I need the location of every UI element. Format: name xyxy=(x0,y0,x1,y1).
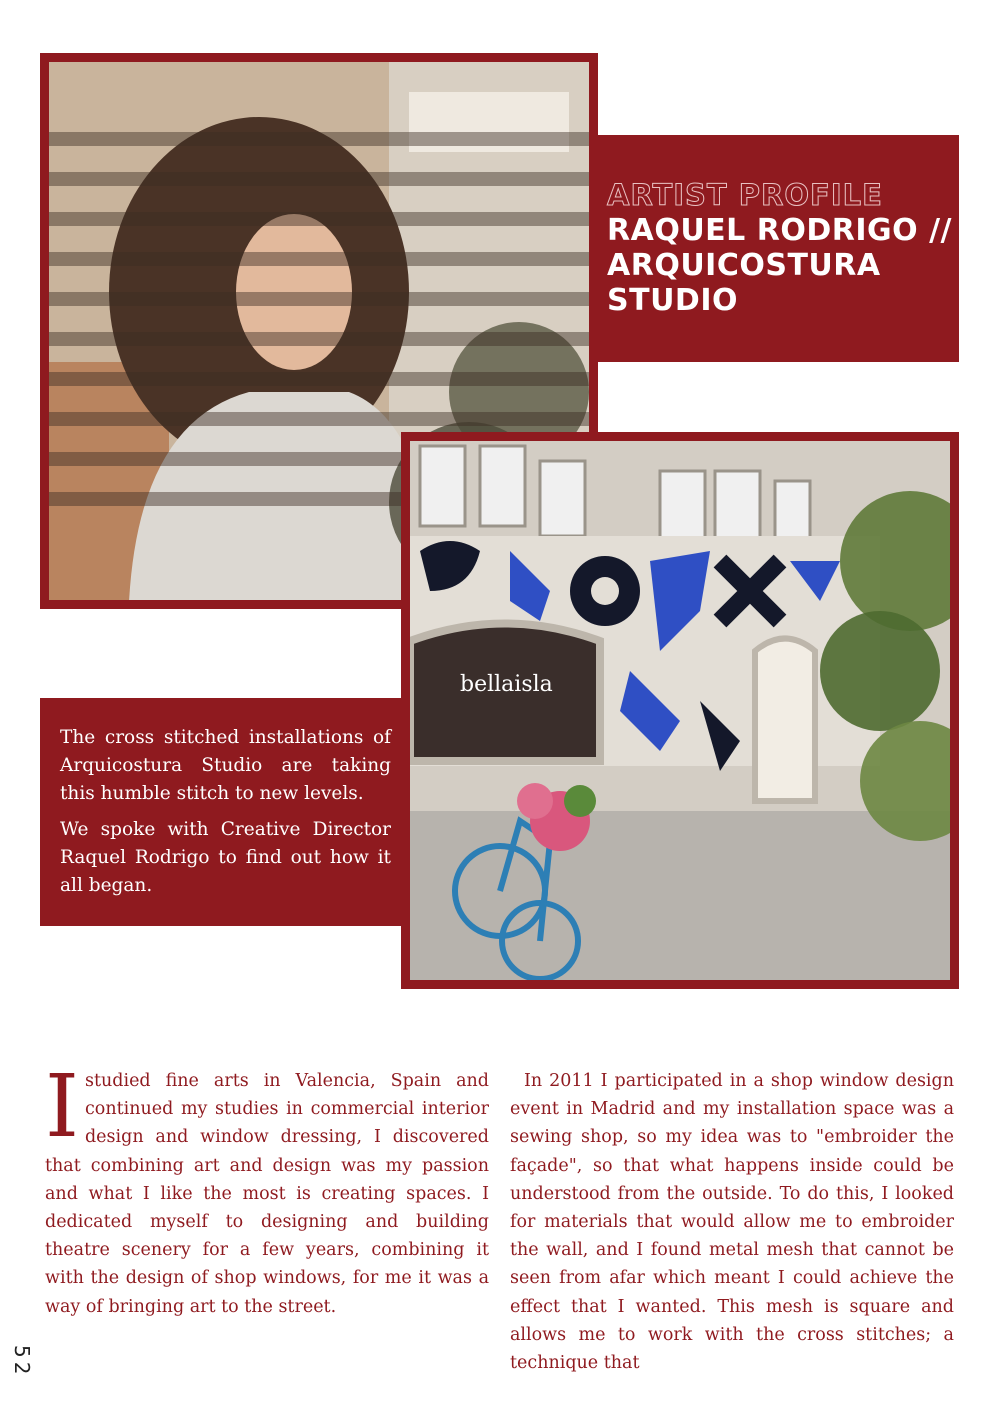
storefront-illustration xyxy=(410,441,950,980)
title-box xyxy=(595,135,959,362)
page-number: 52 xyxy=(10,1345,34,1379)
intro-paragraph-2: We spoke with Creative Director Raquel Rodrigo to find out how it all began. xyxy=(60,819,391,896)
section-kicker: ARTIST PROFILE xyxy=(607,178,883,212)
article-column-left xyxy=(45,1057,489,1321)
shop-sign-text: bellaisla xyxy=(460,672,553,697)
storefront-photo-frame xyxy=(401,432,959,989)
article-title: RAQUEL RODRIGO // ARQUICOSTURA STUDIO xyxy=(607,213,952,318)
intro-paragraph-1: The cross stitched installations of Arquicostura Studio are taking this humble stitch to new levels. xyxy=(60,727,391,804)
drop-cap: I xyxy=(45,1057,79,1157)
article-column-right xyxy=(510,1067,954,1377)
intro-box xyxy=(40,698,403,926)
article-paragraph-2: In 2011 I participated in a shop window design event in Madrid and my installation space was a sewing shop, so my idea was to "embroider the façade", so that what happens inside could be understood from the outside. To do this, I looked for materials that would allow me to embroider the wall, and I found metal mesh that cannot be seen from afar which meant I could achieve the effect that I wanted. This mesh is square and allows me to work with the cross stitches; a technique that xyxy=(510,1071,954,1374)
article-paragraph-1: studied fine arts in Valencia, Spain and continued my studies in commercial interior design and window dressing, I discovered that combining art and design was my passion and what I like the most is creating spaces. I dedicated myself to designing and building theatre scenery for a few years, combining it with the design of shop windows, for me it was a way of bringing art to the street. xyxy=(45,1071,489,1317)
storefront-photo xyxy=(410,441,950,980)
